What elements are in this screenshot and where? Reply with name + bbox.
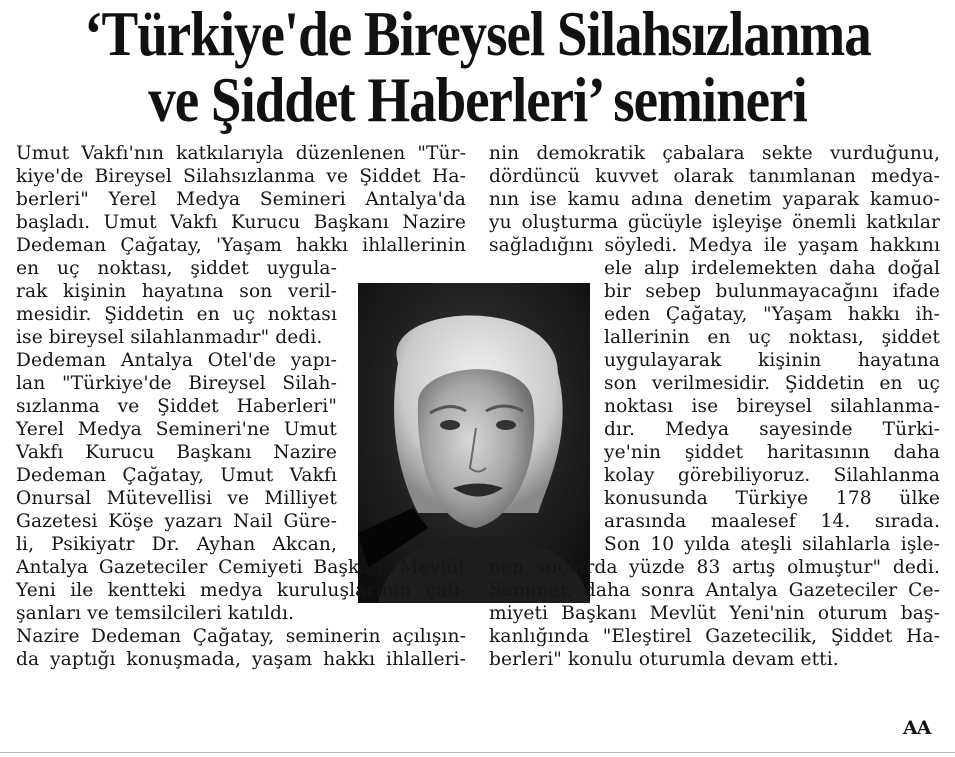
col2-line: ele alıp irdelemekten daha doğal [604, 258, 940, 279]
col1-line: Nazire Dedeman Çağatay, seminerin açılışın- [16, 626, 466, 647]
col1-line: Antalya Gazeteciler Cemiyeti Başkanı Mevlüt [16, 557, 466, 578]
portrait-photo [358, 283, 590, 603]
col1-line: başladı. Umut Vakfı Kurucu Başkanı Nazire [16, 212, 466, 233]
col1-line: Yeni ile kentteki medya kuruluşlarının çalı- [16, 580, 466, 601]
col2-line: sağladığını söyledi. Medya ile yaşam hakkını [489, 235, 940, 256]
col2-line: kanlığında "Eleştirel Gazetecilik, Şiddet Ha- [489, 626, 940, 647]
col2-line: arasında maalesef 14. sırada. [604, 511, 940, 532]
col1-line: Gazetesi Köşe yazarı Nail Güre- [16, 511, 337, 532]
col2-line: noktası ise bireysel silahlanma- [604, 396, 940, 417]
col2-line: lallerinin en uç noktası, şiddet [604, 327, 940, 348]
col1-line: Dedeman Çağatay, 'Yaşam hakkı ihlallerinin [16, 235, 466, 256]
col2-line: eden Çağatay, "Yaşam hakkı ih- [604, 304, 940, 325]
col2-line: dır. Medya sayesinde Türki- [604, 419, 940, 440]
headline-line-1: ‘Türkiye'de Bireysel Silahsızlanma [84, 0, 871, 69]
col2-line: berleri" konulu oturumla devam etti. [489, 649, 839, 670]
col2-line: nin demokratik çabalara sekte vurduğunu, [489, 143, 940, 164]
col2-line: yu oluşturma gücüyle işleyişe önemli katkılar [489, 212, 940, 233]
col1-line: Onursal Mütevellisi ve Milliyet [16, 488, 337, 509]
col2-line: kolay görebiliyoruz. Silahlanma [604, 465, 940, 486]
col2-line: konusunda Türkiye 178 ülke [604, 488, 940, 509]
col2-line: Son 10 yılda ateşli silahlarla işle- [604, 534, 940, 555]
col1-line: en uç noktası, şiddet uygula- [16, 258, 337, 279]
col2-line: bir sebep bulunmayacağını ifade [604, 281, 940, 302]
col1-line: da yaptığı konuşmada, yaşam hakkı ihlalleri- [16, 649, 466, 670]
source-mark: AA [903, 717, 931, 739]
col1-line: lan "Türkiye'de Bireysel Silah- [16, 373, 337, 394]
col1-line: ise bireysel silahlanmadır" dedi. [16, 327, 323, 348]
col2-line: nın ise kamu adına denetim yaparak kamuo- [489, 189, 940, 210]
col1-line: Umut Vakfı'nın katkılarıyla düzenlenen "Tür- [16, 143, 466, 164]
headline [0, 0, 955, 140]
col2-line: dördüncü kuvvet olarak tanımlanan medya- [489, 166, 940, 187]
col2-line: uygulayarak kişinin hayatına [604, 350, 940, 371]
col1-line: li, Psikiyatr Dr. Ayhan Akcan, [16, 534, 337, 555]
col1-line: sızlanma ve Şiddet Haberleri" [16, 396, 337, 417]
col2-line: miyeti Başkanı Mevlüt Yeni'nin oturum baş- [489, 603, 940, 624]
col1-line: Yerel Medya Semineri'ne Umut [16, 419, 337, 440]
headline-line-2: ve Şiddet Haberleri’ semineri [148, 64, 807, 135]
col2-line: Seminer, daha sonra Antalya Gazeteciler Ce- [489, 580, 940, 601]
col1-line: Dedeman Çağatay, Umut Vakfı [16, 465, 337, 486]
col1-line: Dedeman Antalya Otel'de yapı- [16, 350, 337, 371]
col1-line: şanları ve temsilcileri katıldı. [16, 603, 295, 624]
col2-line: son verilmesidir. Şiddetin en uç [604, 373, 940, 394]
col1-line: rak kişinin hayatına son veril- [16, 281, 337, 302]
col1-line: mesidir. Şiddetin en uç noktası [16, 304, 337, 325]
col1-line: berleri" Yerel Medya Semineri Antalya'da [16, 189, 466, 210]
bottom-rule [0, 752, 955, 753]
col1-line: Vakfı Kurucu Başkanı Nazire [16, 442, 337, 463]
col2-line: ye'nin şiddet haritasının daha [604, 442, 940, 463]
col2-line: nen suçlarda yüzde 83 artış olmuştur" dedi. [489, 557, 940, 578]
col1-line: kiye'de Bireysel Silahsızlanma ve Şiddet Ha- [16, 166, 466, 187]
